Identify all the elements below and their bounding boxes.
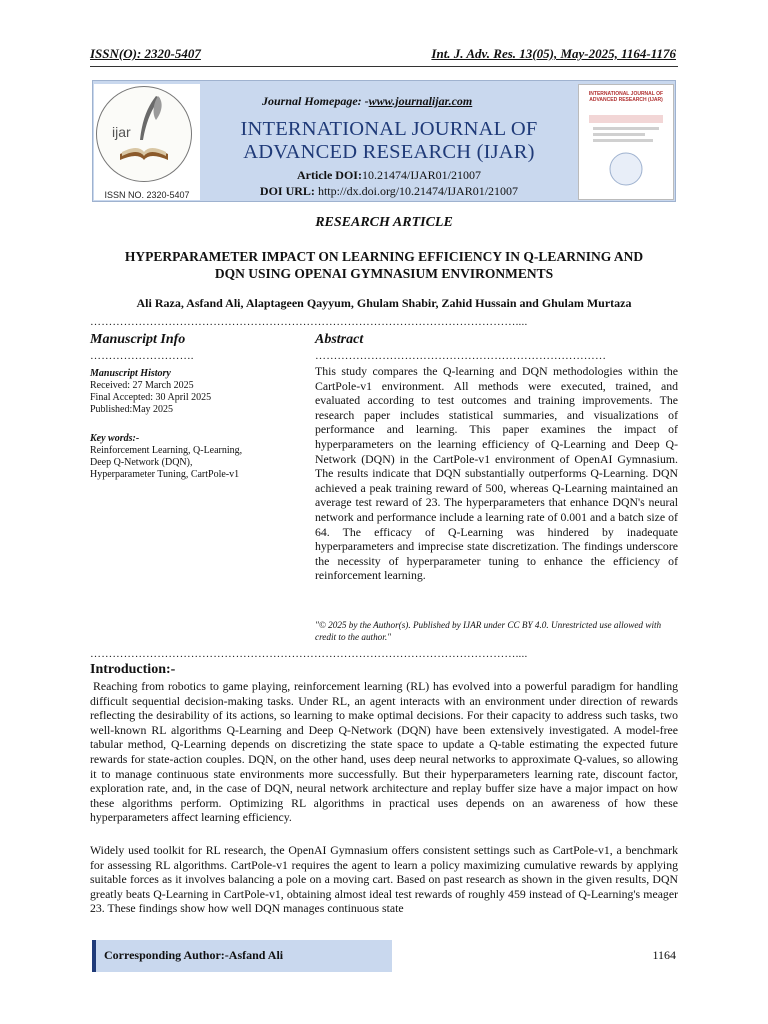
- keywords-line: Deep Q-Network (DQN),: [90, 457, 193, 468]
- cover-title: INTERNATIONAL JOURNAL OF ADVANCED RESEARCH (IJAR): [588, 91, 664, 103]
- doi-label: Article DOI:: [297, 168, 362, 182]
- homepage-label: Journal Homepage: -: [262, 94, 369, 108]
- logo-text: ijar: [112, 124, 131, 140]
- introduction-heading: Introduction:-: [90, 662, 176, 677]
- title-line2: DQN USING OPENAI GYMNASIUM ENVIRONMENTS: [214, 266, 554, 281]
- issn-header: ISSN(O): 2320-5407: [90, 46, 201, 61]
- corresponding-author-box: [92, 940, 392, 972]
- journal-cover-thumbnail: [578, 84, 674, 200]
- history-label: Manuscript History: [90, 368, 171, 379]
- journal-name-line1: INTERNATIONAL JOURNAL OF: [240, 118, 538, 140]
- abstract-heading: Abstract: [315, 332, 364, 347]
- corresponding-author: Corresponding Author:-Asfand Ali: [104, 948, 284, 962]
- intro-paragraph: Widely used toolkit for RL research, the OpenAI Gymnasium offers consistent settings such as CartPole-v1, a benchmark for assessing RL algorithms. CartPole-v1 requires the agent to learn a policy maximizing cumulative rewards by applying suitable forces as it involves balancing a pole on a moving cart. Based on past research as shown in the given results, DQN greatly beats Q-Learning in CartPole-v1, obtaining almost ideal test rewards of roughly 459 instead of Q-Learning's meager 23. These findings show how well DQN manages continuous state: [90, 843, 678, 916]
- article-title: [90, 248, 678, 282]
- doi-url-value[interactable]: http://dx.doi.org/10.21474/IJAR01/21007: [317, 184, 519, 198]
- title-line1: HYPERPARAMETER IMPACT ON LEARNING EFFICIENCY IN Q-LEARNING AND: [124, 249, 644, 264]
- journal-name-line2: ADVANCED RESEARCH (IJAR): [243, 141, 535, 163]
- keywords-line: Hyperparameter Tuning, CartPole-v1: [90, 469, 240, 480]
- article-type: RESEARCH ARTICLE: [315, 215, 453, 230]
- published-date: Published:May 2025: [90, 404, 174, 415]
- doi-url-label: DOI URL:: [259, 184, 315, 198]
- logo-issn: ISSN NO. 2320-5407: [104, 190, 190, 200]
- keywords: [90, 433, 290, 481]
- cover-art-icon: [589, 115, 663, 191]
- received-date: Received: 27 March 2025: [90, 380, 194, 391]
- separator-dots: ……………………………………………………………………………………………………....: [90, 648, 528, 660]
- accepted-date: Final Accepted: 30 April 2025: [90, 392, 212, 403]
- author-list: Ali Raza, Asfand Ali, Alaptageen Qayyum, Ghulam Shabir, Zahid Hussain and Ghulam Murtaza: [136, 296, 632, 310]
- separator-dots: ……………………………………………………………………: [315, 350, 607, 362]
- separator-dots: ……………………………………………………………………………………………………....: [90, 316, 528, 328]
- intro-paragraph: Reaching from robotics to game playing, reinforcement learning (RL) has evolved into a powerful paradigm for handling difficult sequential decision-making tasks. Under RL, an agent interacts with an environment under direction of rewards reflecting the desirability of its actions, so learning to make optimal decisions. For their capacity to address such tasks, two well-known RL algorithms Q-Learning and Deep Q-Network (DQN) have been extensively investigated. A model-free tabular method, Q-Learning depends on discretizing the state space to update a Q-table estimating the expected future rewards for state-action couples. DQN, on the other hand, uses deep neural networks to approximate Q-values, so allowing it to manage continuous state environments more successfully. But their hyperparameters learning rate, discount factor, exploration rate, and, in the case of DQN, neural network architecture and replay buffer size have a major impact on how these algorithms perform. Optimizing RL algorithms in practical uses depends on an awareness of how these hyperparameters affect learning efficiency.: [90, 679, 678, 825]
- journal-homepage: [262, 94, 472, 109]
- keywords-line: Reinforcement Learning, Q-Learning,: [90, 445, 243, 456]
- abstract-text: This study compares the Q-learning and DQN methodologies within the CartPole-v1 environment. All methods were executed, trained, and evaluated according to test outcomes and training improvements. The research paper includes statistical summaries, and visualizations of performance and learning. This paper examines the impact of hyperparameters on the learning efficiency of Q-Learning and Deep Q-Network (DQN) in the CartPole-v1 environment of OpenAI Gymnasium. The results indicate that DQN substantially outperforms Q-Learning. DQN achieved a peak training reward of 500, whereas Q-Learning maintained an average test reward of 23. The hyperparameters that enhance DQN's neural network and performance include a learning rate of 0.001 and a batch size of 64. The efficacy of Q-Learning was hindered by inadequate hyperparameters and imprecise state discretization. The findings underscore the necessity of hyperparameter tuning to enhance the efficiency of reinforcement learning.: [315, 364, 678, 583]
- manuscript-history: [90, 368, 290, 416]
- journal-name: [200, 118, 578, 164]
- citation-header: Int. J. Adv. Res. 13(05), May-2025, 1164-1176: [431, 46, 676, 61]
- page-number: 1164: [652, 948, 676, 962]
- header-rule: [90, 66, 678, 67]
- license-note: "© 2025 by the Author(s). Published by IJAR under CC BY 4.0. Unrestricted use allowed with credit to the author.": [315, 620, 662, 642]
- journal-logo: [94, 84, 200, 200]
- separator-dots: ……………………….: [90, 350, 194, 362]
- homepage-link[interactable]: www.journalijar.com: [368, 94, 473, 108]
- manuscript-info-heading: Manuscript Info: [90, 332, 186, 347]
- doi-value: 10.21474/IJAR01/21007: [361, 168, 481, 182]
- doi-block: [200, 167, 578, 199]
- keywords-label: Key words:-: [90, 433, 140, 444]
